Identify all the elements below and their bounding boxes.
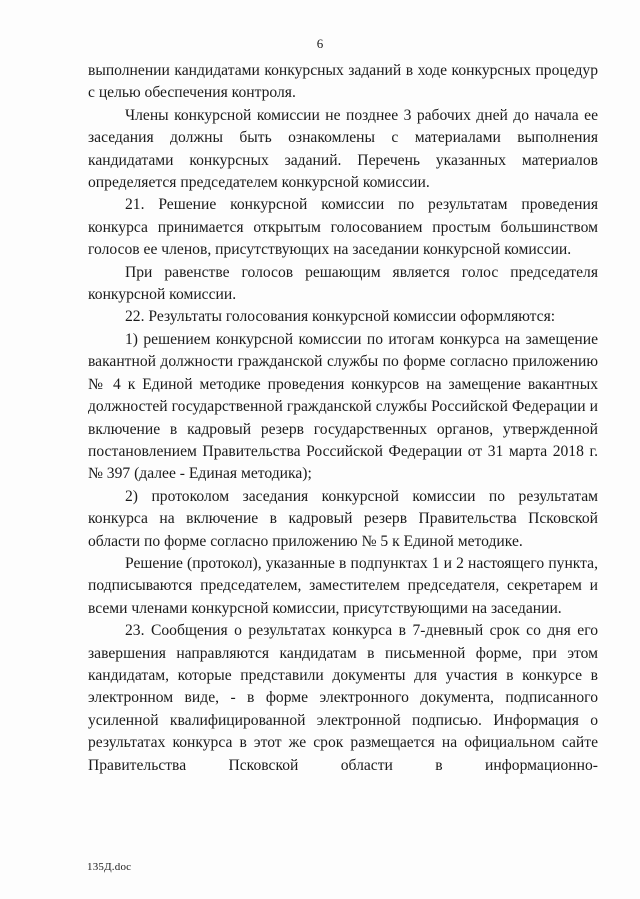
paragraph-22-item-1: 1) решением конкурсной комиссии по итогам конкурса на замещение вакантной должности гражданской службы по форме согласно приложению № 4 к Единой методике проведения конкурсов на замещение вакантных должностей государственной гражданской службы Российской Федерации и включение в кадровый резерв государственных органов, утвержденной постановлением Правительства Российской Федерации от 31 марта 2018 г. № 397 (далее - Единая методика);: [88, 330, 598, 483]
paragraph-22-item-2: 2) протоколом заседания конкурсной комиссии по результатам конкурса на включение в кадровый резерв Правительства Псковской области по форме согласно приложению № 5 к Единой методике.: [88, 487, 598, 550]
paragraph-22-results: 22. Результаты голосования конкурсной комиссии оформляются:: [125, 308, 556, 326]
paragraph-members-familiarization: Члены конкурсной комиссии не позднее 3 рабочих дней до начала ее заседания должны быть ознакомлены с материалами выполнения кандидатами конкурсных заданий. Перечень указанных материалов определяется председателем конкурсной комиссии.: [88, 106, 598, 192]
paragraph-23-notification: 23. Сообщения о результатах конкурса в 7-дневный срок со дня его завершения направляются кандидатам в письменной форме, при этом кандидатам, которые представили документы для участия в конкурсе в электронном виде, - в форме электронного документа, подписанного усиленной квалифицированной электронной подписью. Информация о результатах конкурса в этот же срок размещается на официальном сайте Правительства Псковской области в информационно-: [88, 622, 598, 774]
page-number: 6: [316, 36, 324, 51]
file-name-footer: 135Д.doc: [87, 861, 132, 873]
document-body: [88, 60, 598, 777]
paragraph-signatures: Решение (протокол), указанные в подпунктах 1 и 2 настоящего пункта, подписываются председателем, заместителем председателя, секретарем и всеми членами конкурсной комиссии, присутствующими на заседании.: [88, 554, 598, 617]
paragraph-continuation: выполнении кандидатами конкурсных заданий в ходе конкурсных процедур с целью обеспечения контроля.: [88, 62, 598, 102]
paragraph-tie-vote: При равенстве голосов решающим является голос председателя конкурсной комиссии.: [88, 263, 598, 304]
paragraph-21-decision: 21. Решение конкурсной комиссии по результатам проведения конкурса принимается открытым голосованием простым большинством голосов ее членов, присутствующих на заседании конкурсной комиссии.: [88, 196, 598, 259]
